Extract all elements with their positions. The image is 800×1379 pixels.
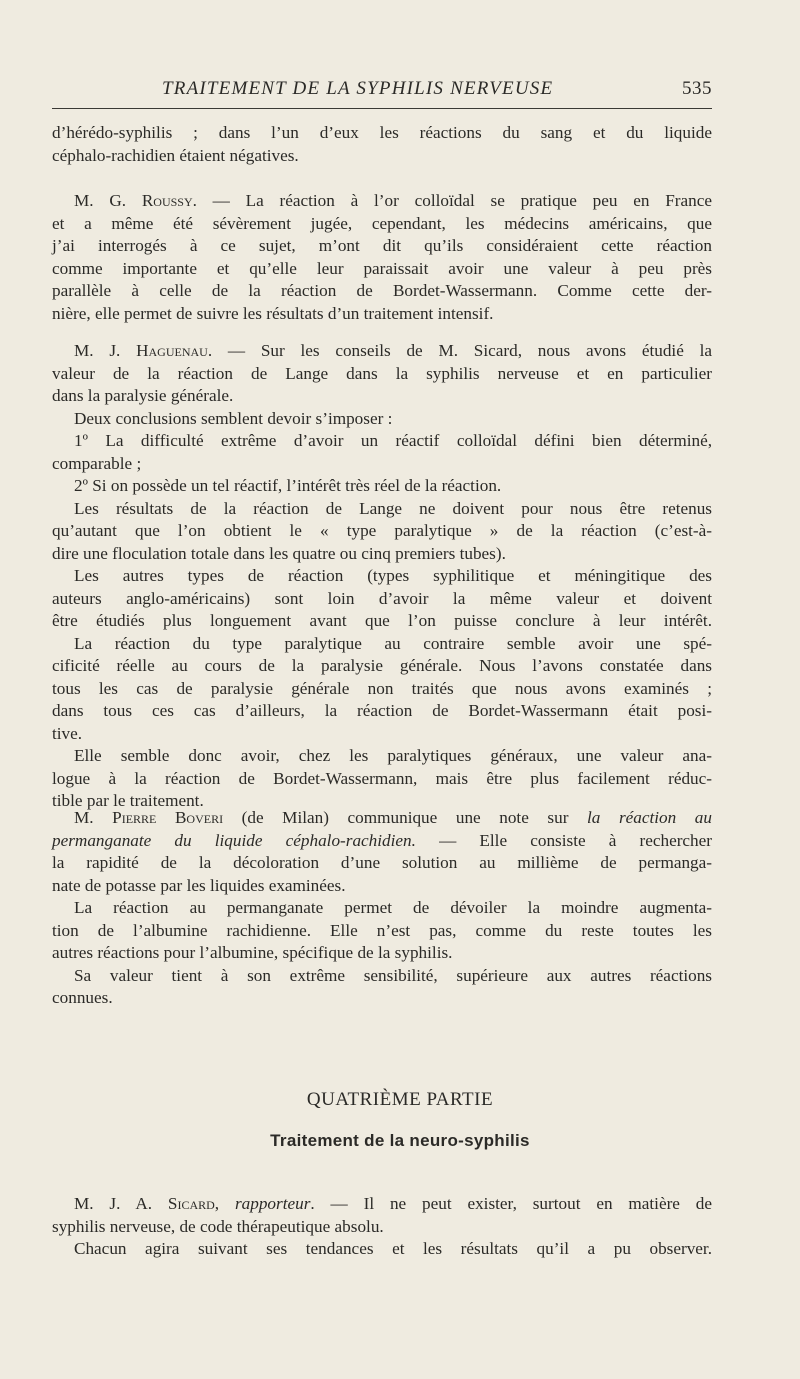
text-span: . — La réaction à l’or colloïdal se pratique peu en France [192,191,712,210]
text-line [52,830,712,853]
text-line: tous les cas de paralysie générale non traités que nous avons examinés ; [52,678,712,698]
text-line: j’ai interrogés à ce sujet, m’ont dit qu’ils considéraient cette réaction [52,236,712,255]
text-span: . — Il ne peut exister, surtout en matière de [310,1194,713,1213]
text-line: 2º Si on possède un tel réactif, l’intérêt très réel de la réaction. [74,476,502,495]
text-line: dire une floculation totale dans les quatre ou cinq premiers tubes). [52,543,506,563]
speaker-prefix: M. J. [74,341,137,360]
speaker-prefix: M. [74,808,113,827]
text-span: (de Milan) communique une note sur [223,808,587,827]
text-line: d’hérédo-syphilis ; dans l’un d’eux les réactions du sang et du liquide [52,123,712,142]
text-line: cificité réelle au cours de la paralysie générale. Nous l’avons constatée dans [52,656,712,675]
text-line: syphilis nerveuse, de code thérapeutique absolu. [52,1216,384,1236]
italic-role-span: rapporteur [234,1194,311,1213]
text-line [52,190,712,213]
text-line: parallèle à celle de la réaction de Bordet-Wassermann. Comme cette der- [52,281,712,300]
part-title: QUATRIÈME PARTIE [306,1089,494,1110]
paragraph-heredo-syphilis [52,122,712,167]
text-line: tible par le traitement. [52,791,204,810]
paragraph-haguenau [52,340,712,813]
speaker-name: Pierre Boveri [112,808,224,827]
text-span: . — Sur les conseils de M. Sicard, nous avons étudié la [207,341,712,360]
text-line: Deux conclusions semblent devoir s’imposer : [74,408,393,428]
paragraph-roussy [52,190,712,325]
text-line: la rapidité de la décoloration d’une solution au millième de permanga- [52,853,712,872]
speaker-name: Roussy [141,191,193,210]
section-title: Traitement de la neuro-syphilis [270,1131,530,1150]
text-line: nière, elle permet de suivre les résultats d’un traitement intensif. [52,303,494,323]
text-line: La réaction au permanganate permet de dévoiler la moindre augmenta- [74,898,712,917]
text-line: Elle semble donc avoir, chez les paralytiques généraux, une valeur ana- [74,746,712,765]
text-line: qu’autant que l’on obtient le « type paralytique » de la réaction (c’est-à- [52,521,712,540]
text-line: auteurs anglo-américains) sont loin d’avoir la même valeur et doivent [52,588,712,608]
text-line: valeur de la réaction de Lange dans la syphilis nerveuse et en particulier [52,363,712,383]
italic-title-span: la réaction au [587,808,712,827]
speaker-prefix: M. J. A. [74,1194,168,1213]
running-title: TRAITEMENT DE LA SYPHILIS NERVEUSE [162,78,554,99]
text-span: , [214,1194,235,1213]
text-line: connues. [52,988,113,1007]
text-line: La réaction du type paralytique au contraire semble avoir une spé- [74,633,712,653]
text-line [52,1193,712,1216]
text-line: céphalo-rachidien étaient négatives. [52,145,299,165]
text-line: Les autres types de réaction (types syphilitique et méningitique des [74,566,712,585]
text-line: dans tous ces cas d’ailleurs, la réaction de Bordet-Wassermann était posi- [52,701,712,720]
text-line [52,340,712,363]
header-rule [52,108,712,109]
text-line: Chacun agira suivant ses tendances et les résultats qu’il a pu observer. [74,1239,712,1258]
text-span: — Elle consiste à rechercher [415,830,712,850]
text-line: dans la paralysie générale. [52,386,234,405]
text-line: 1º La difficulté extrême d’avoir un réactif colloïdal défini bien déterminé, [74,431,712,450]
text-line: logue à la réaction de Bordet-Wassermann, mais être plus facilement réduc- [52,768,712,788]
text-line: Les résultats de la réaction de Lange ne doivent pour nous être retenus [74,498,712,518]
speaker-name: Haguenau [136,341,208,360]
speaker-prefix: M. G. [74,191,142,210]
speaker-name: Sicard [167,1194,215,1213]
text-line: tion de l’albumine rachidienne. Elle n’est pas, comme du reste toutes les [52,920,712,940]
paragraph-sicard [52,1193,712,1261]
text-line: tive. [52,723,83,743]
page-header [52,78,712,104]
paragraph-boveri [52,807,712,1010]
text-line: être étudiés plus longuement avant que l’on puisse conclure à leur intérêt. [52,611,712,630]
text-line: nate de potasse par les liquides examinées. [52,875,346,895]
text-line: Sa valeur tient à son extrême sensibilité, supérieure aux autres réactions [74,965,712,985]
text-line: et a même été sévèrement jugée, cependant, les médecins américains, que [52,213,712,233]
italic-title-span: permanganate du liquide céphalo-rachidien. [52,830,416,850]
text-line: autres réactions pour l’albumine, spécifique de la syphilis. [52,943,453,962]
page-number: 535 [682,78,712,99]
text-line: comme importante et qu’elle leur paraissait avoir une valeur à peu près [52,258,712,278]
text-line [52,807,712,830]
text-line: comparable ; [52,453,142,473]
